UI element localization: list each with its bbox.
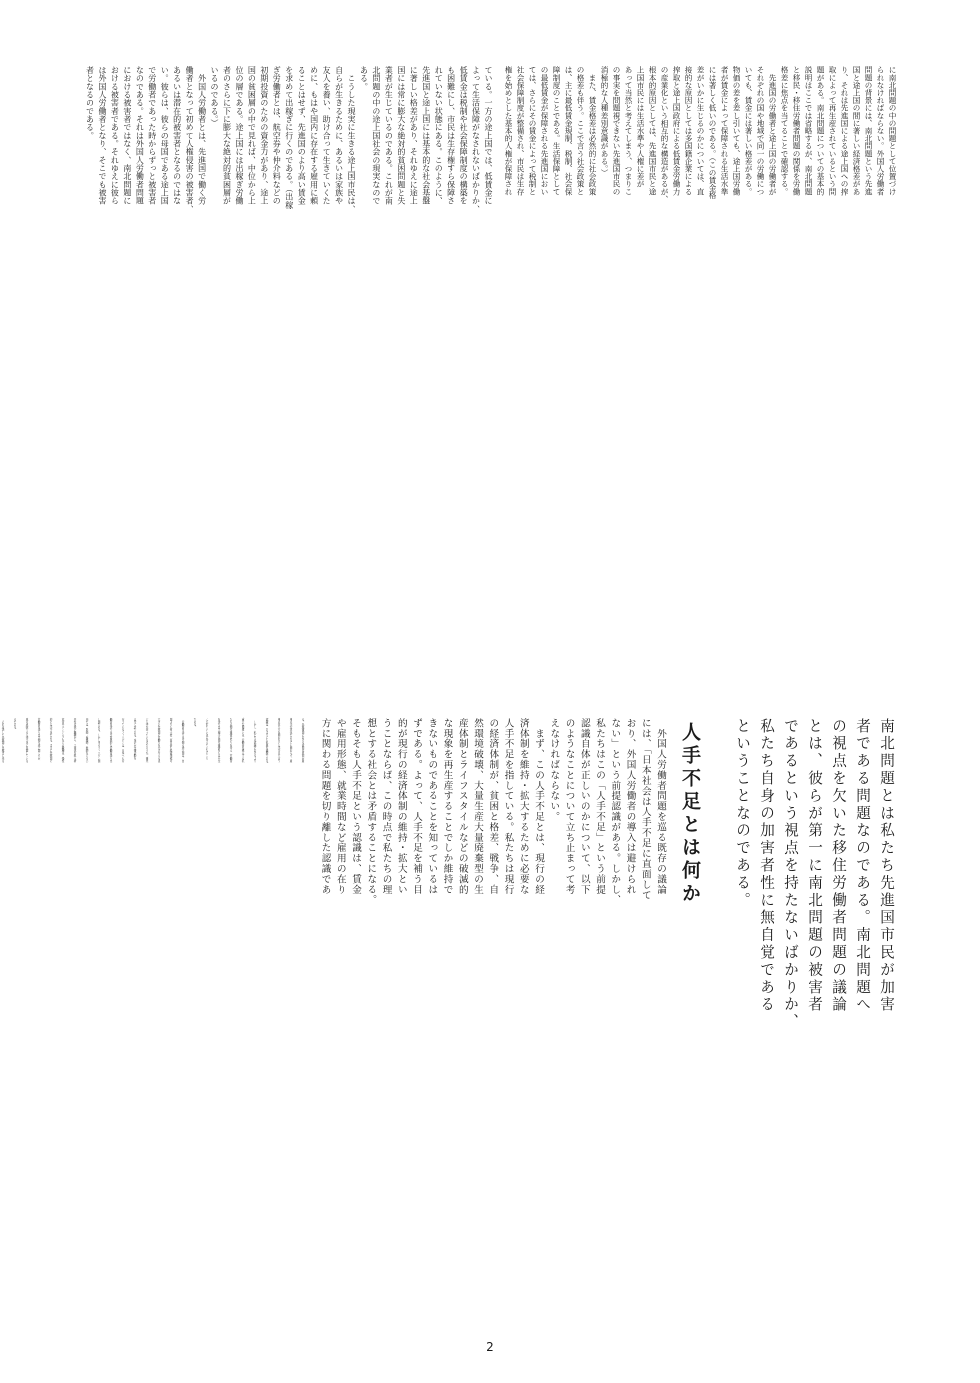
text-column-top-right: に南北問題の中の問題として位置づけ られなければならない。外国人労働者 問題の背景には、南北問題という先進 国と途上国の間に著しい経済格差があ り、それは先進国による途上国への搾 取によって再生産されているという問 題がある。南北問題についての基本的 説明はここでは省略するが、南北問題 と移民・移住労働者問題の関係を労働 格差に焦点を当てることで確認する。 先進国の労働者と途上国の労働者が それぞれの国や地域で同一の労働につ いても、賃金には著しい格差がある。 物価の差を差し引いても、途上国労働 者が賃金によって保障される生活水準 には著しく低いのである。（この賃金格 差がいかに生じるのかについては、直 接的な原因としては多国籍企業による 搾取と途上国政府による低賃金労働力 の産業化という相互的な構造があるが、 根本的原因としては、先進国市民と途 上国市民には生活水準や人権に差が あって当然と考えてしまう、つまりこ の事実を問題視できない先進国市民の 消極的な人種差別意識がある。） また、賃金格差は必然的に社会政策 の格差も伴う。ここで言う社会政策と は、主に最低賃金規制、税制、社会保 障制度のことである。生活保障として の最低賃金が保障される先進国におい ては、さらにその賃金によって税制と 社会保障制度が整備され、市民は生存 権を始めとした基本的人権が保障され xyxy=(504,66,897,203)
text-column-bottom-right: 南北問題とは私たち先進国市民が加害 者である問題なのである。南北問題へ の視点を欠いた移住労働者問題の議論 とは、彼らが第一に南北問題の被害者 であるという視点を持たないばかりか、 私たち自身の加害者性に無自覚である ということなのである。 xyxy=(734,718,895,1032)
text-column-bottom-middle: 外国人労働者問題を巡る既存の議論 には、「日本社会は人手不足に直面して おり、外国人労働者の導入は避けられ ない」という前提認識がある。しかし、 私たちはこの「人手不足」という前提 認識自体が正しいのかについて、以下 のようなことについて立ち止まって考 えなければならない。 まず、この人手不足とは、現行の経 済体制を維持・拡大するために必要な 人手不足を指している。私たちは現行 の経済体制が、貧困と格差、戦争、自 然環境破壊、大量生産大量廃棄型の生 産体制とライフスタイルなどの破滅的 な現象を再生産することでしか維持で きないものであることを知っているは ずである。よって、人手不足を補う目 的が現行の経済体制の維持・拡大とい うことならば、この時点で私たちの理 想とする社会とは矛盾することになる。 そもそも人手不足という認識は、賃金 や雇用形態、就業時間など雇用の在り 方に関わる問題を切り離した認識であ xyxy=(319,718,666,906)
text-column-top-left: ている。一方の途上国では、低賃金に よって生活保障がなされないばかりか、 低賃金は税制や社会保障制度の構築を も困難にし、市民は生存権すら保障さ れていない状態にある。このように、 先進国と途上国には基本的な社会基盤 に著しい格差があり、それゆえに途上 国には常に膨大な絶対的貧困問題と失 業者が生じているのである。これが南 北問題の中の途上国社会の現実なので ある。 こうした現実に生きる途上国市民は、 自らが生きるために、あるいは家族や 友人を養い、助け合って生きていくた めに、もはや国内に存在する雇用に頼 ることはせず、先進国のより高い賃金 を求めて出稼ぎに行くのである。（出稼 ぎ労働者とは、航空券や仲介料などの 初期投資のための資金力があり、途上 国の貧困層の中で見れば、中位から上 位の層である。途上国には出稼ぎ労働 者のさらに下に膨大な絶対的貧困層が いるのである。） 外国人労働者とは、先進国で働く労 働者となって初めて人権侵害の被害者、 あるいは潜在的被害者となるのではな い。彼らは、彼らの母国である途上国 で労働者であった時からずっと被害者 なのである。それは外国人労働者問題 における被害者ではなく、南北問題に おける被害者である。それゆえに彼ら は外国人労働者となり、そこでも被害 者となるのである。 xyxy=(85,66,493,213)
text-column-bottom-left: る。先進諸国における貧困の原因が雇 用の不安定化であるにも関わらず、雇 用の在り方を問わない人手不足と言う 認識は、あまりにも乱暴な論理である。 しかし、私たちの認識におけるより 重大な間違いは、労働者を導入する私 たちの側の事情ばかりを考え、労働者 を送り出す相手の国の事情をもはや全 く忘れていいほど考えていないこと である。 労働者を送り出す側の途上国は、自 国よりも何十倍、何百倍も経済規模の 大きい先進国に労働力を分け与えるほ ど人手が余っているのだろうか。事実 は全く逆である。本会が支援活動を 行っているフィリピンは、日本へも労 働者を送り出す世界的な労働者送り出 し国である。しかし当のフィリピン国 内では、医師、看護師、教師などの公 共性の強い職種から、工業化を担う研 究者やエンジニアなどの職種は、慢性 的に人手不足である。まさに先進国に 労働者を送り出す側の途上国こそが、 真の意味での人手不足に直面している のである。 それは決して先進国に出稼ぎに来る xyxy=(1,718,304,765)
section-heading: 人手不足とは何か xyxy=(679,722,701,906)
page-number: 2 xyxy=(486,1340,494,1354)
